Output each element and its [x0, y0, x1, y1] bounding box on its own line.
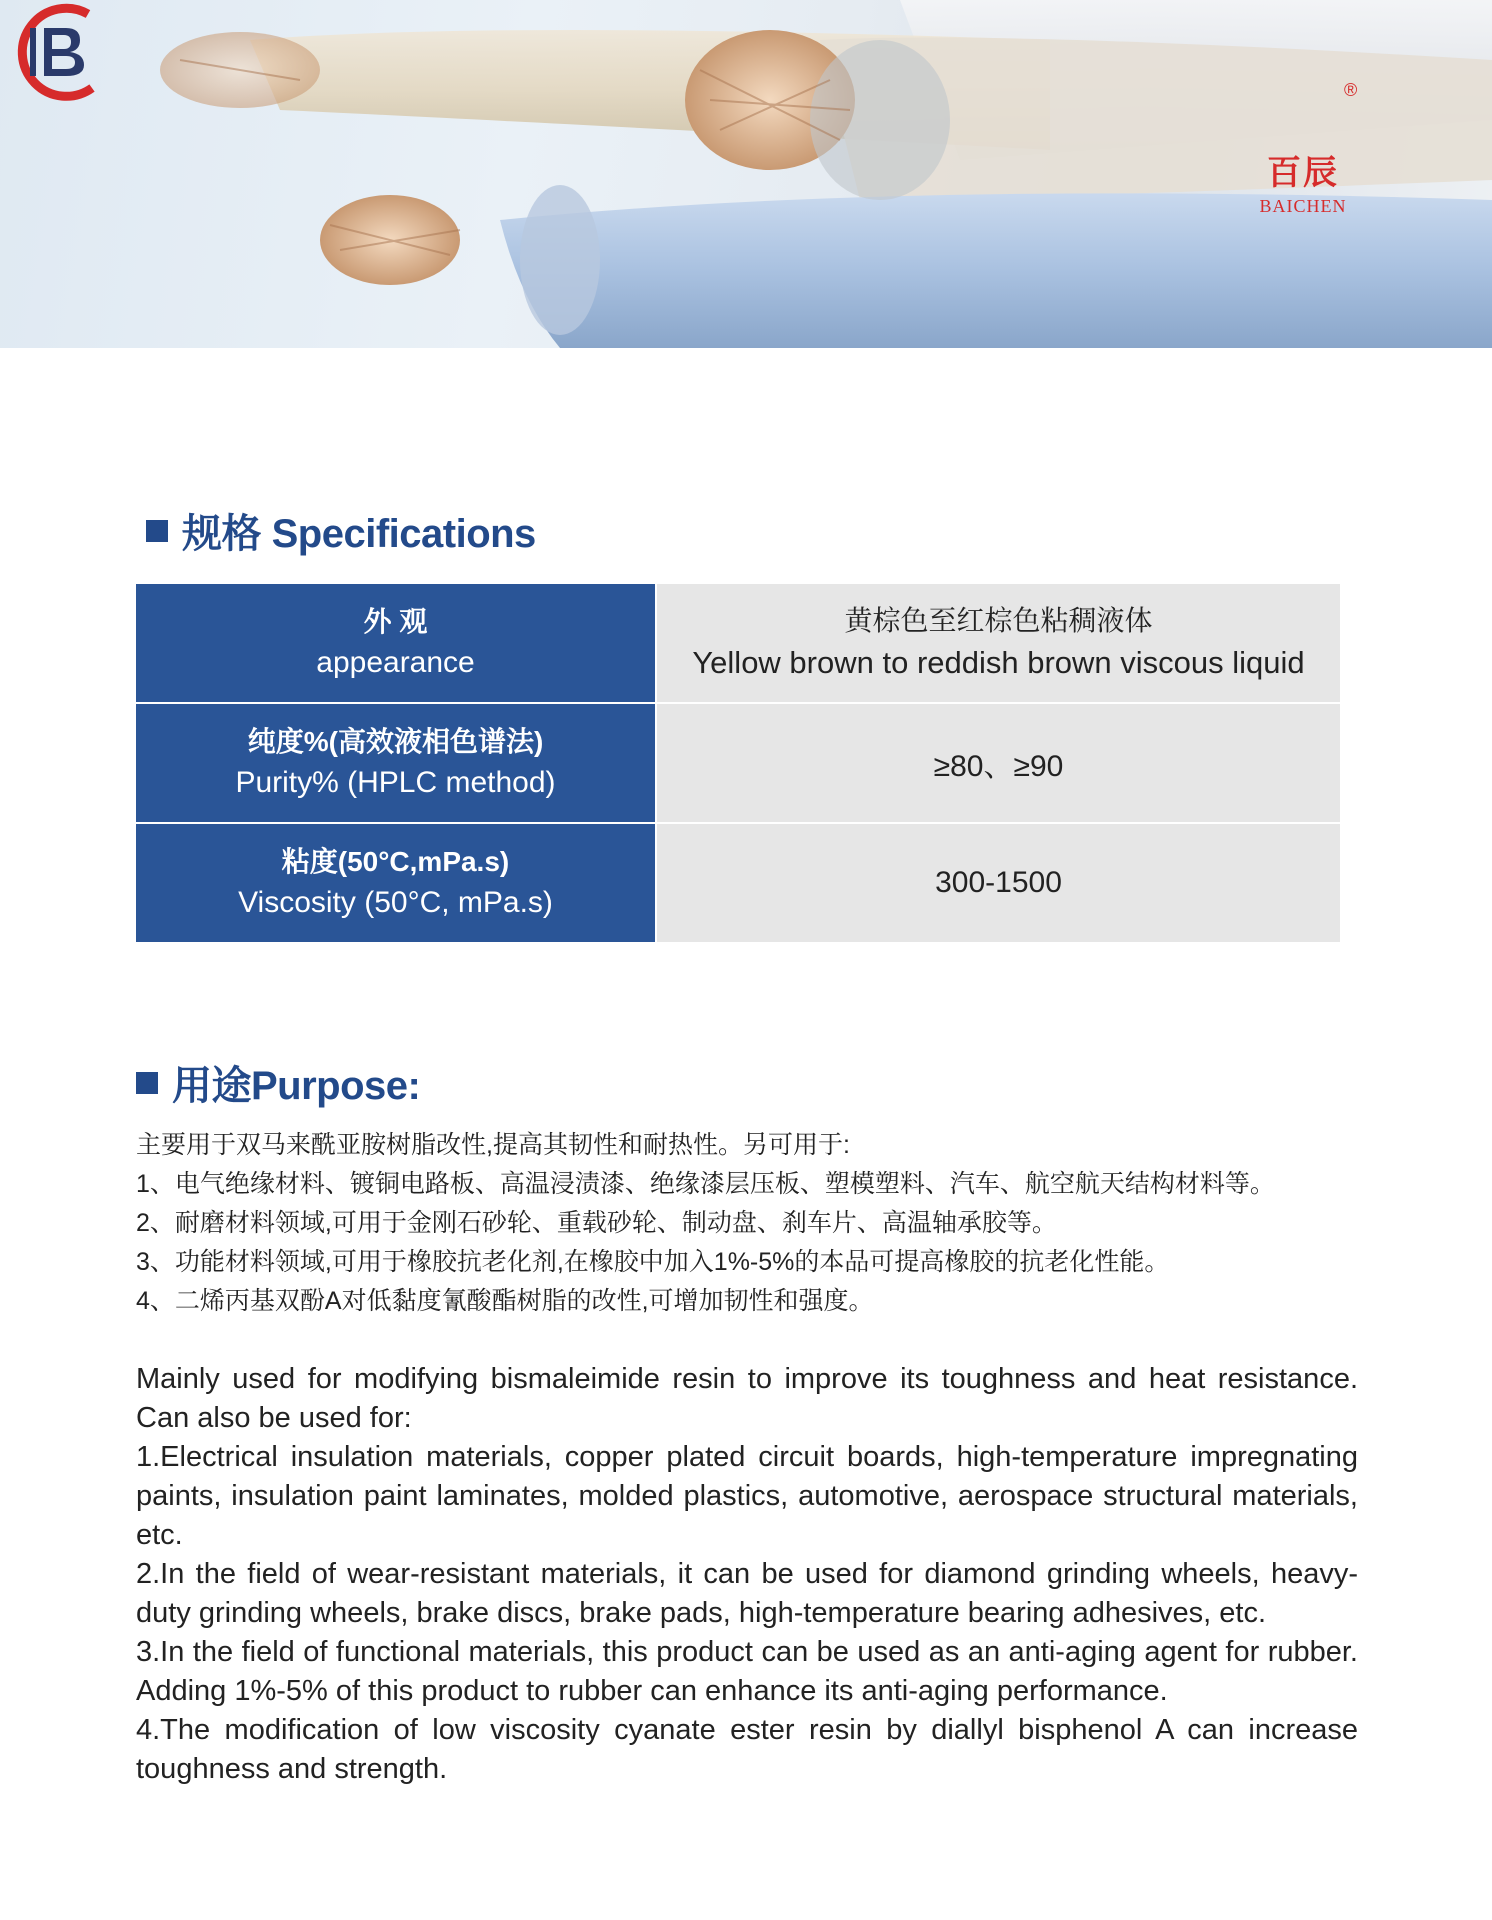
spec-label-cell: [136, 584, 657, 702]
spec-value-cn: 黄棕色至红棕色粘稠液体: [844, 605, 1153, 636]
purpose-text-cn: [136, 1126, 1366, 1321]
purpose-en-paragraph: 4.The modification of low viscosity cyanate ester resin by diallyl bisphenol A can increase toughness and strength.: [136, 1714, 1358, 1785]
logo-name-cn: 百辰: [1267, 153, 1339, 193]
specifications-heading-text: 规格 Specifications: [182, 512, 536, 556]
purpose-en-paragraph: 1.Electrical insulation materials, copper plated circuit boards, high-temperature impregnating paints, insulation paint laminates, molded plastics, automotive, aerospace structural materials, etc.: [136, 1441, 1358, 1551]
header-banner: [0, 0, 1492, 348]
purpose-cn-line: 4、二烯丙基双酚A对低黏度氰酸酯树脂的改性,可增加韧性和强度。: [136, 1287, 874, 1315]
purpose-en-paragraph: 3.In the field of functional materials, this product can be used as an anti-aging agent for rubber. Adding 1%-5% of this product to rubber can enhance its anti-aging performance.: [136, 1636, 1358, 1707]
registered-mark: ®: [1344, 80, 1358, 100]
spec-label-en: appearance: [316, 646, 475, 679]
logo-name-en: BAICHEN: [1259, 196, 1347, 216]
spec-value: ≥80、≥90: [933, 750, 1064, 783]
spec-label-cn: 粘度(50°C,mPa.s): [281, 846, 510, 877]
specifications-heading: [146, 502, 536, 559]
spec-label-cell: [136, 824, 657, 942]
purpose-heading: [136, 1054, 420, 1111]
purpose-cn-line: 1、电气绝缘材料、镀铜电路板、高温浸渍漆、绝缘漆层压板、塑模塑料、汽车、航空航天结构材料等。: [136, 1170, 1275, 1198]
purpose-cn-line: 2、耐磨材料领域,可用于金刚石砂轮、重载砂轮、制动盘、刹车片、高温轴承胶等。: [136, 1209, 1057, 1237]
purpose-text-en: [136, 1360, 1358, 1789]
spec-value-cell: [657, 704, 1340, 822]
purpose-en-paragraph: Mainly used for modifying bismaleimide resin to improve its toughness and heat resistance. Can also be used for:: [136, 1363, 1358, 1434]
square-bullet-icon: [146, 520, 168, 542]
spec-value-cell: [657, 584, 1340, 702]
baichen-logo: [0, 0, 130, 150]
spec-row-viscosity: [136, 824, 1340, 942]
spec-row-purity: [136, 704, 1340, 824]
spec-label-cell: [136, 704, 657, 822]
square-bullet-icon: [136, 1072, 158, 1094]
purpose-en-paragraph: 2.In the field of wear-resistant materials, it can be used for diamond grinding wheels, heavy-duty grinding wheels, brake discs, brake pads, high-temperature bearing adhesives, etc.: [136, 1558, 1358, 1629]
spec-label-en: Purity% (HPLC method): [235, 766, 556, 799]
purpose-cn-line: 3、功能材料领域,可用于橡胶抗老化剂,在橡胶中加入1%-5%的本品可提高橡胶的抗老化性能。: [136, 1248, 1170, 1276]
spec-value-cell: [657, 824, 1340, 942]
purpose-cn-line: 主要用于双马来酰亚胺树脂改性,提高其韧性和耐热性。另可用于:: [136, 1131, 850, 1159]
spec-value-en: Yellow brown to reddish brown viscous liquid: [692, 645, 1305, 680]
spec-label-cn: 外 观: [363, 606, 428, 637]
spec-value: 300-1500: [935, 866, 1062, 899]
spec-row-appearance: [136, 584, 1340, 704]
spec-label-en: Viscosity (50°C, mPa.s): [238, 886, 553, 919]
spec-label-cn: 纯度%(高效液相色谱法): [247, 726, 544, 757]
specifications-table: [136, 584, 1340, 942]
purpose-heading-text: 用途Purpose:: [172, 1064, 421, 1108]
